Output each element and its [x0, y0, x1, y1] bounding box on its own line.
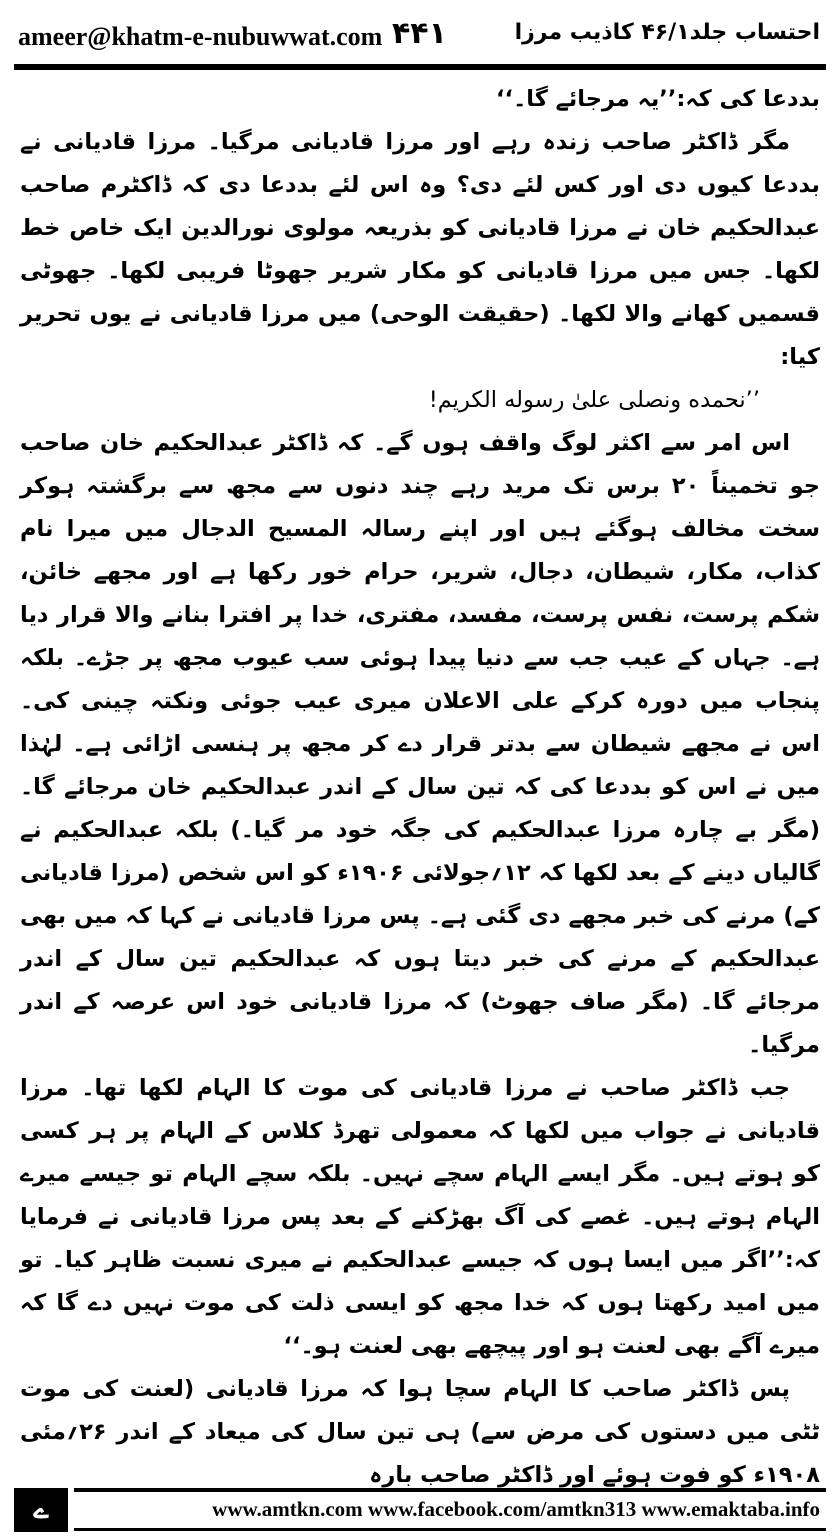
page-number: ۴۴۱: [392, 16, 447, 51]
paragraph: بددعا کی کہ:’’یہ مرجائے گا۔‘‘: [495, 86, 820, 112]
footer-rule-bottom: [74, 1528, 826, 1531]
header-rule: [14, 64, 826, 70]
paragraph: جب ڈاکٹر صاحب نے مرزا قادیانی کی موت کا الہام لکھا تھا۔ مرزا قادیانی نے جواب میں لکھا کہ معمولی تھرڈ کلاس کے الہام پر ہر کسی کو ہوتے ہیں۔ مگر ایسے الہام سچے نہیں۔ بلکہ سچے الہام تو جیسے میرے الہام ہوتے ہیں۔ غصے کی آگ بھڑکنے کے بعد پس مرزا قادیانی نے فرمایا کہ:’’اگر میں ایسا ہوں کہ جیسے عبدالحکیم نے میری نسبت ظاہر کیا۔ تو میں امید رکھتا ہوں کہ خدا مجھ کو ایسی ذلت کی موت نہیں دے گا کہ میرے آگے بھی لعنت ہو اور پیچھے بھی لعنت ہو۔‘‘: [20, 1075, 820, 1359]
footer-rule-top: [74, 1488, 826, 1492]
footer-urls: www.amtkn.com www.facebook.com/amtkn313 www.emaktaba.info: [212, 1497, 820, 1521]
salutation-line: ’’نحمده ونصلى علىٰ رسوله الكريم!: [428, 387, 760, 413]
header-email: ameer@khatm-e-nubuwwat.com: [18, 22, 383, 51]
document-body: [20, 78, 821, 1488]
running-title: احتساب جلد۴۶/۱ کاذیب مرزا: [514, 20, 820, 45]
paragraph: پس ڈاکٹر صاحب کا الہام سچا ہوا کہ مرزا قادیانی (لعنت کی موت ٹٹی میں دستوں کی مرض سے) ہی تین سال کی میعاد کے اندر ۲۶؍مئی ۱۹۰۸ء کو فوت ہوئے اور ڈاکٹر صاحب بارہ: [20, 1376, 820, 1488]
footer-badge: ے: [14, 1488, 68, 1532]
page-header: [14, 10, 826, 62]
paragraph: اس امر سے اکثر لوگ واقف ہوں گے۔ کہ ڈاکٹر عبدالحکیم خان صاحب جو تخمیناً ۲۰ برس تک مرید رہے چند دنوں سے مجھ سے برگشتہ ہوکر سخت مخالف ہوگئے ہیں اور اپنے رسالہ المسیح الدجال میں میرا نام کذاب، مکار، شیطان، دجال، شریر، حرام خور رکھا ہے اور مجھے خائن، شکم پرست، نفس پرست، مفسد، مفتری، خدا پر افترا بنانے والا قرار دیا ہے۔ جہاں کے عیب جب سے دنیا پیدا ہوئی سب عیوب مجھ پر جڑے۔ بلکہ پنجاب میں دورہ کرکے علی الاعلان میری عیب جوئی ونکتہ چینی کی۔ اس نے مجھے شیطان سے بدتر قرار دے کر مجھ پر ہنسی اڑائی ہے۔ لہٰذا میں نے اس کو بددعا کی کہ تین سال کے اندر عبدالحکیم خان مرجائے گا۔ (مگر بے چارہ مرزا عبدالحکیم کی جگہ خود مر گیا۔) بلکہ عبدالحکیم نے گالیاں دینے کے بعد لکھا کہ ۱۲؍جولائی ۱۹۰۶ء کو اس شخص (مرزا قادیانی کے) مرنے کی خبر مجھے دی گئی ہے۔ پس مرزا قادیانی نے کہا کہ میں بھی عبدالحکیم کے مرنے کی خبر دیتا ہوں کہ عبدالحکیم تین سال کے اندر مرجائے گا۔ (مگر صاف جھوٹ) کہ مرزا قادیانی خود اس عرصہ کے اندر مرگیا۔: [20, 430, 821, 1058]
paragraph: مگر ڈاکٹر صاحب زندہ رہے اور مرزا قادیانی مرگیا۔ مرزا قادیانی نے بددعا کیوں دی اور کس لئے دی؟ وہ اس لئے بددعا دی کہ ڈاکٹرم صاحب عبدالحکیم خان نے مرزا قادیانی کو بذریعہ مولوی نورالدین ایک خاص خط لکھا۔ جس میں مرزا قادیانی کو مکار شریر جھوٹا فریبی لکھا۔ جھوٹی قسمیں کھانے والا لکھا۔ (حقیقت الوحی) میں مرزا قادیانی نے یوں تحریر کیا:: [20, 129, 820, 370]
page-footer: [14, 1488, 826, 1532]
